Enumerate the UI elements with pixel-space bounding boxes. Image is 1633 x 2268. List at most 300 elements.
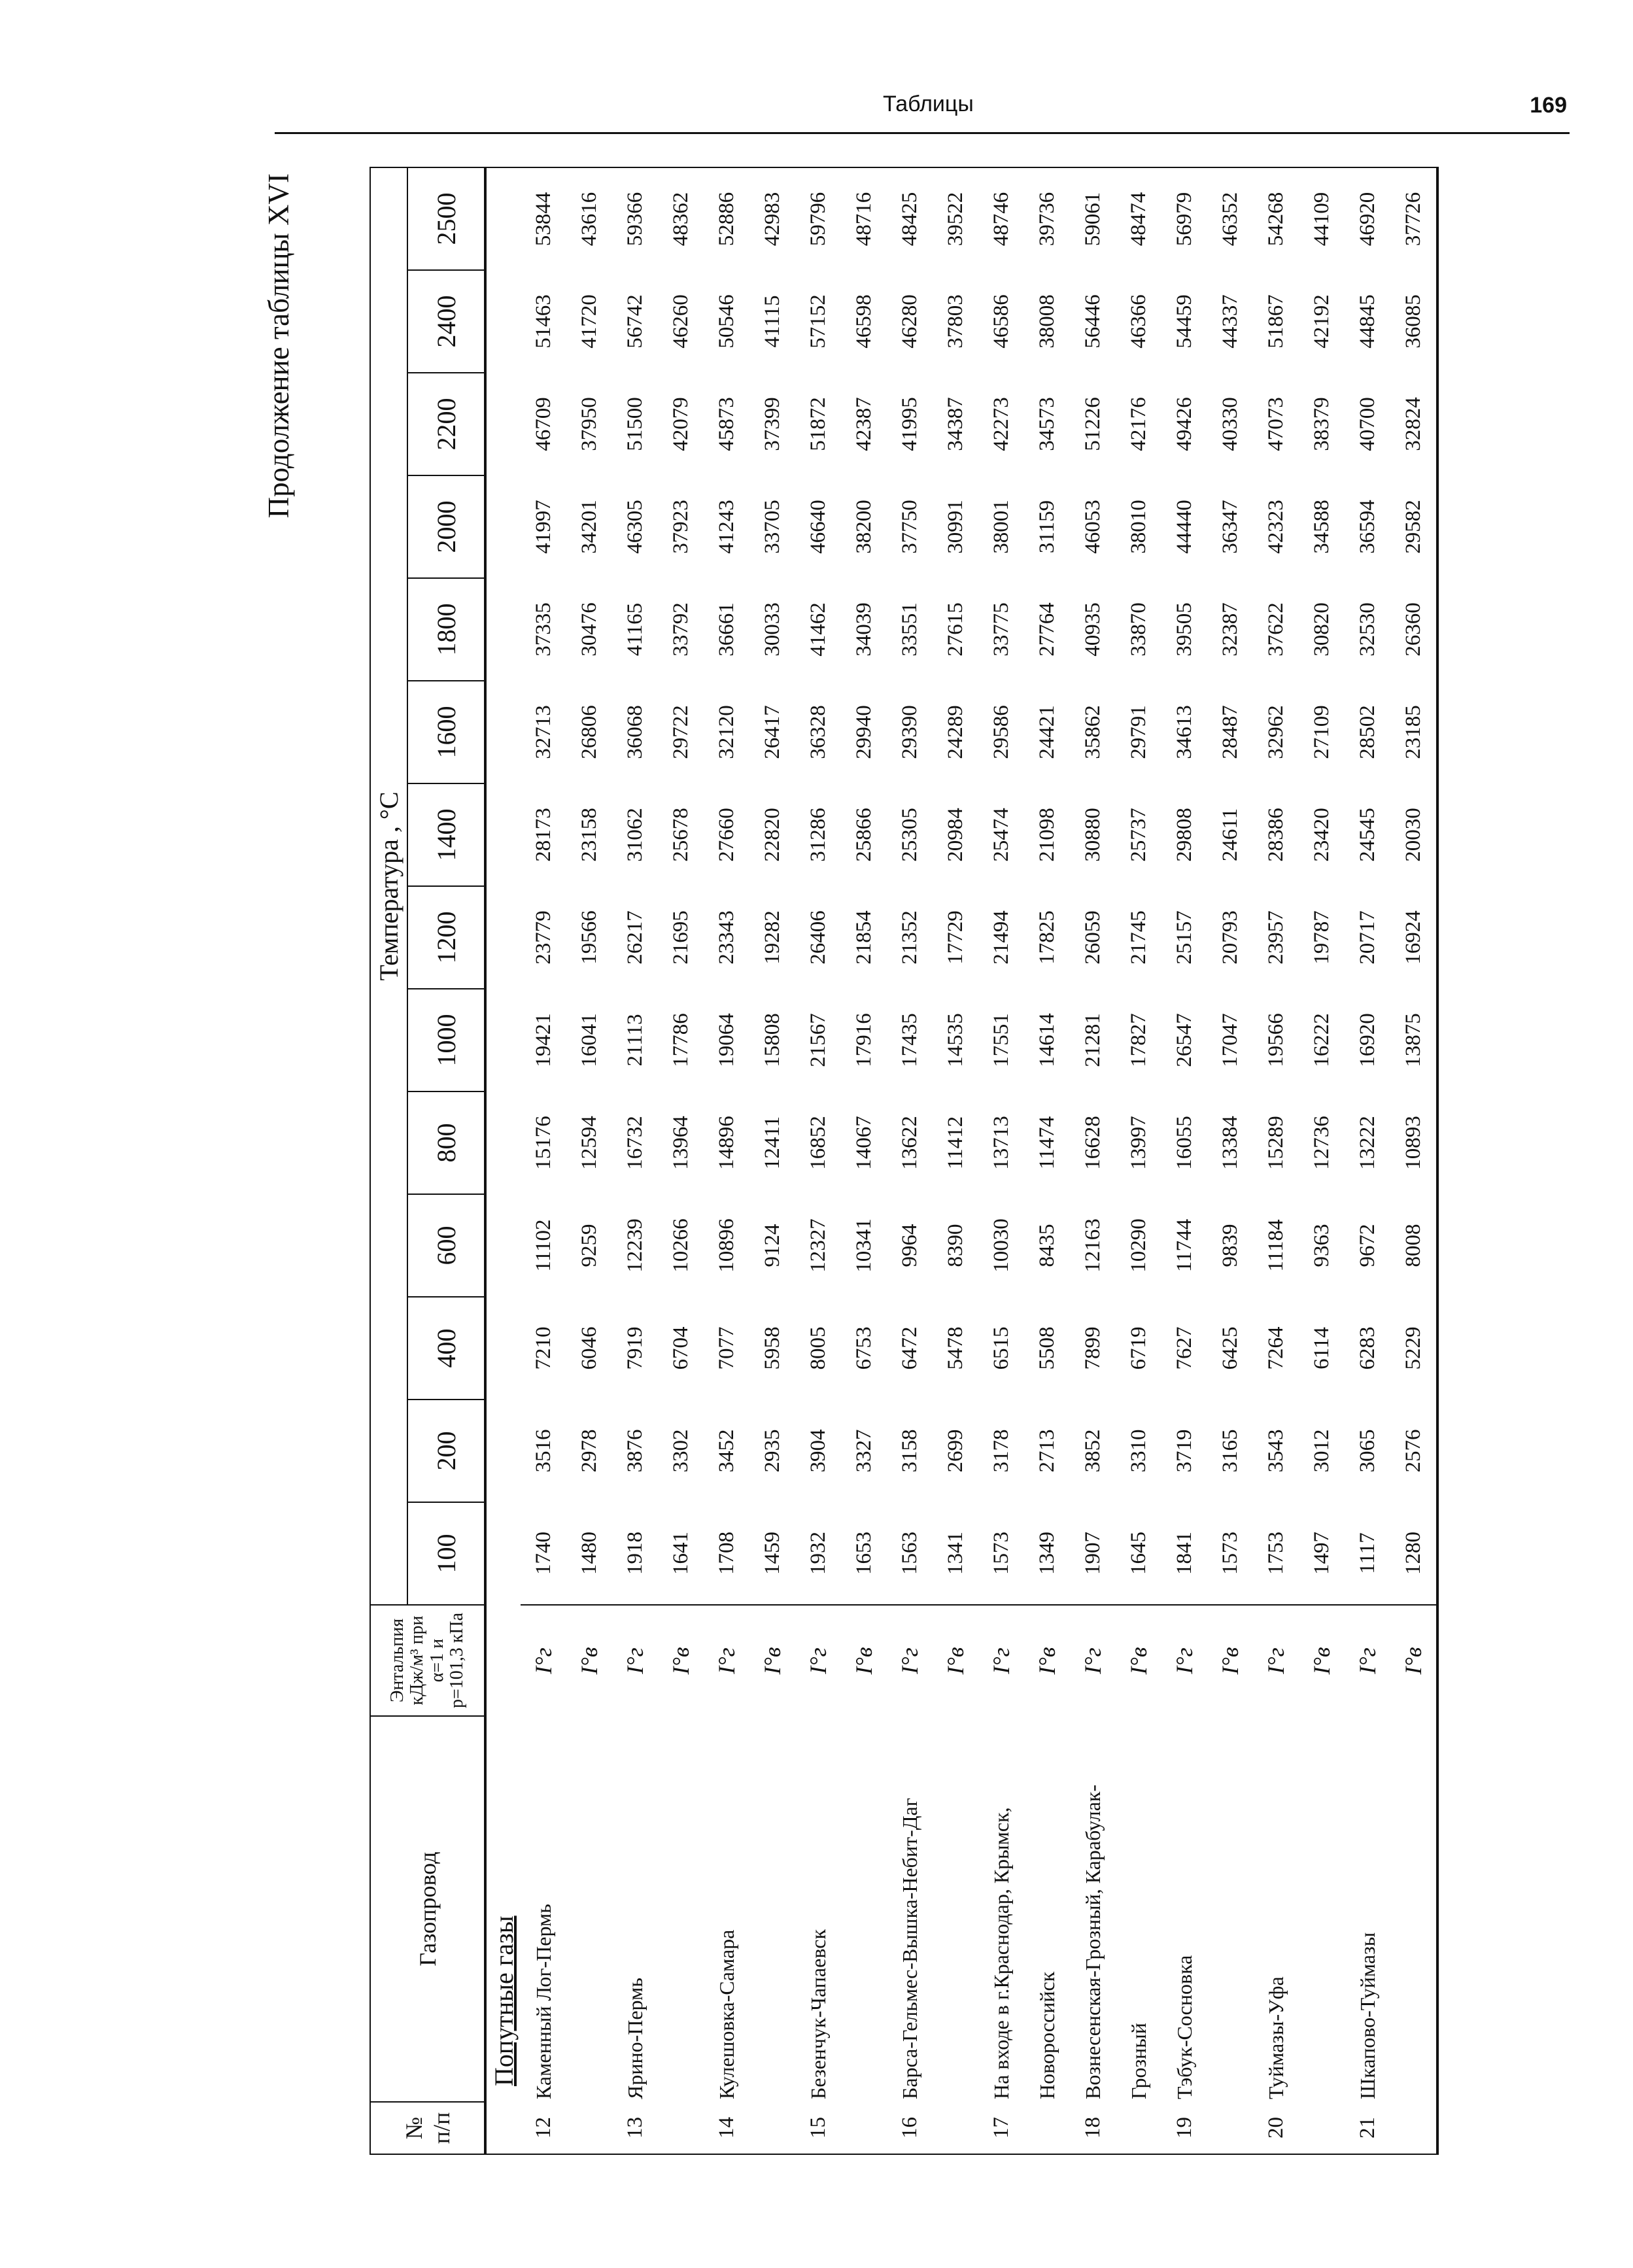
enthalpy-value: 56446 xyxy=(1080,294,1105,349)
row-number: 21 xyxy=(1345,2102,1390,2154)
enthalpy-value: 20793 xyxy=(1218,910,1242,965)
table-row xyxy=(933,167,978,2154)
enthalpy-value: 3302 xyxy=(668,1429,693,1473)
enthalpy-value: 3310 xyxy=(1126,1429,1150,1473)
enthalpy-value: 42323 xyxy=(1263,500,1288,554)
enthalpy-value: 46586 xyxy=(989,294,1013,349)
enthalpy-value: 28487 xyxy=(1218,705,1242,759)
table-row xyxy=(658,167,704,2154)
enthalpy-value: 24611 xyxy=(1218,808,1242,862)
enthalpy-value: 21098 xyxy=(1035,808,1059,862)
enthalpy-table xyxy=(370,167,1439,2155)
enthalpy-value: 37750 xyxy=(897,500,921,554)
enthalpy-value: 12594 xyxy=(577,1116,601,1170)
pipeline-name: Вознесенская-Грозный, Карабулак- xyxy=(1080,1784,1105,2099)
enthalpy-value: 42192 xyxy=(1309,294,1333,349)
enthalpy-value: 17047 xyxy=(1218,1013,1242,1067)
table-row xyxy=(1207,167,1253,2154)
enthalpy-value: 27615 xyxy=(943,602,967,657)
enthalpy-value: 17435 xyxy=(897,1013,921,1067)
enthalpy-value: 21567 xyxy=(806,1013,830,1067)
enthalpy-value: 49426 xyxy=(1172,397,1196,451)
enthalpy-value: 9259 xyxy=(577,1224,601,1267)
enthalpy-value: 29791 xyxy=(1126,705,1150,759)
enthalpy-value: 3327 xyxy=(851,1429,876,1473)
enthalpy-value: 24545 xyxy=(1355,808,1379,862)
enthalpy-symbol: I°в xyxy=(1024,1605,1070,1716)
pipeline-name: Шкапово-Туймазы xyxy=(1355,1932,1379,2099)
enthalpy-value: 51867 xyxy=(1263,294,1288,349)
enthalpy-value: 19787 xyxy=(1309,910,1333,965)
enthalpy-value: 29808 xyxy=(1172,808,1196,862)
enthalpy-value: 30033 xyxy=(760,602,784,657)
enthalpy-value: 33775 xyxy=(989,602,1013,657)
enthalpy-value: 8435 xyxy=(1035,1224,1059,1267)
enthalpy-value: 3452 xyxy=(714,1429,738,1473)
enthalpy-value: 46640 xyxy=(806,500,830,554)
enthalpy-value: 3516 xyxy=(531,1429,555,1473)
row-number xyxy=(1390,2102,1437,2154)
pipeline-name: Новороссийск xyxy=(1035,1971,1059,2099)
enthalpy-value: 25678 xyxy=(668,808,693,862)
enthalpy-value: 30880 xyxy=(1080,808,1105,862)
enthalpy-value: 26360 xyxy=(1390,578,1437,681)
enthalpy-value: 47073 xyxy=(1263,397,1288,451)
pipeline-name: Барса-Гельмес-Вышка-Небит-Даг xyxy=(897,1798,921,2099)
enthalpy-value: 42273 xyxy=(989,397,1013,451)
enthalpy-value: 16920 xyxy=(1355,1013,1379,1067)
enthalpy-value: 36068 xyxy=(623,705,647,759)
enthalpy-value: 19566 xyxy=(577,910,601,965)
enthalpy-symbol: I°в xyxy=(841,1605,887,1716)
enthalpy-value: 3158 xyxy=(897,1429,921,1473)
enthalpy-value: 48474 xyxy=(1116,167,1161,270)
page-number: 169 xyxy=(1530,93,1567,118)
col-enthalpy-header: Энтальпия кДж/м³ при α=1 и p=101,3 кПа xyxy=(370,1605,485,1716)
enthalpy-value: 34387 xyxy=(943,397,967,451)
row-number xyxy=(933,2102,978,2154)
enthalpy-value: 32824 xyxy=(1390,373,1437,475)
enthalpy-value: 10290 xyxy=(1126,1218,1150,1273)
enthalpy-value: 17827 xyxy=(1126,1013,1150,1067)
enthalpy-value: 17916 xyxy=(851,1013,876,1067)
row-number xyxy=(658,2102,704,2154)
enthalpy-value: 1641 xyxy=(668,1532,693,1575)
enthalpy-value: 56742 xyxy=(623,294,647,349)
enthalpy-symbol: I°г xyxy=(1345,1605,1390,1716)
enthalpy-symbol: I°г xyxy=(1070,1605,1116,1716)
row-number xyxy=(1207,2102,1253,2154)
temperature-header: 800 xyxy=(407,1091,485,1194)
enthalpy-value: 28502 xyxy=(1355,705,1379,759)
pipeline-name: Безенчук-Чапаевск xyxy=(806,1929,830,2099)
table-row xyxy=(1070,167,1116,2154)
enthalpy-value: 8008 xyxy=(1390,1194,1437,1297)
enthalpy-value: 16041 xyxy=(577,1013,601,1067)
enthalpy-value: 8390 xyxy=(943,1224,967,1267)
pipeline-name: Ярино-Пермь xyxy=(623,1978,647,2099)
enthalpy-value: 14896 xyxy=(714,1116,738,1170)
enthalpy-value: 59796 xyxy=(795,167,841,270)
pipeline-name xyxy=(566,1716,612,2102)
enthalpy-symbol: I°в xyxy=(1207,1605,1253,1716)
enthalpy-value: 33705 xyxy=(760,500,784,554)
enthalpy-value: 16055 xyxy=(1172,1116,1196,1170)
enthalpy-value: 5508 xyxy=(1035,1326,1059,1370)
table-body xyxy=(485,167,1437,2154)
enthalpy-value: 10893 xyxy=(1390,1091,1437,1194)
enthalpy-value: 5958 xyxy=(760,1326,784,1370)
table-row xyxy=(1345,167,1390,2154)
enthalpy-symbol: I°в xyxy=(566,1605,612,1716)
enthalpy-value: 25474 xyxy=(989,808,1013,862)
enthalpy-symbol: I°в xyxy=(1390,1605,1437,1716)
enthalpy-symbol: I°г xyxy=(795,1605,841,1716)
enthalpy-value: 52886 xyxy=(704,167,749,270)
enthalpy-value: 21281 xyxy=(1080,1013,1105,1067)
enthalpy-value: 15808 xyxy=(760,1013,784,1067)
enthalpy-value: 56979 xyxy=(1161,167,1207,270)
enthalpy-value: 16628 xyxy=(1080,1116,1105,1170)
enthalpy-value: 1573 xyxy=(989,1532,1013,1575)
table-row xyxy=(841,167,887,2154)
pipeline-name: Кулешовка-Самара xyxy=(714,1929,738,2099)
enthalpy-value: 6114 xyxy=(1309,1327,1333,1369)
enthalpy-value: 6425 xyxy=(1218,1326,1242,1370)
enthalpy-value: 1573 xyxy=(1218,1532,1242,1575)
enthalpy-value: 11184 xyxy=(1263,1219,1288,1272)
enthalpy-value: 20984 xyxy=(943,808,967,862)
enthalpy-value: 7210 xyxy=(531,1326,555,1370)
table-row xyxy=(749,167,795,2154)
enthalpy-value: 46280 xyxy=(897,294,921,349)
enthalpy-symbol: I°г xyxy=(887,1605,933,1716)
enthalpy-value: 16732 xyxy=(623,1116,647,1170)
enthalpy-value: 1459 xyxy=(760,1532,784,1575)
enthalpy-value: 36085 xyxy=(1390,270,1437,373)
enthalpy-value: 26217 xyxy=(623,910,647,965)
enthalpy-value: 34039 xyxy=(851,602,876,657)
pipeline-name: Грозный xyxy=(1126,2023,1150,2099)
enthalpy-value: 38001 xyxy=(989,500,1013,554)
enthalpy-value: 21113 xyxy=(623,1014,647,1067)
enthalpy-value: 40935 xyxy=(1080,602,1105,657)
enthalpy-value: 7899 xyxy=(1080,1326,1105,1370)
enthalpy-value: 13384 xyxy=(1218,1116,1242,1170)
enthalpy-value: 20717 xyxy=(1355,910,1379,965)
temperature-header: 2200 xyxy=(407,373,485,475)
enthalpy-value: 26547 xyxy=(1172,1013,1196,1067)
temperature-header: 1000 xyxy=(407,989,485,1091)
enthalpy-value: 37803 xyxy=(943,294,967,349)
pipeline-name xyxy=(1299,1716,1345,2102)
enthalpy-value: 3876 xyxy=(623,1429,647,1473)
enthalpy-value: 32530 xyxy=(1355,602,1379,657)
enthalpy-symbol: I°г xyxy=(978,1605,1024,1716)
enthalpy-value: 14067 xyxy=(851,1116,876,1170)
pipeline-name: Тэбук-Сосновка xyxy=(1172,1955,1196,2099)
table-header xyxy=(370,167,485,2154)
enthalpy-value: 51872 xyxy=(806,397,830,451)
row-number: 13 xyxy=(612,2102,658,2154)
enthalpy-value: 48716 xyxy=(841,167,887,270)
enthalpy-value: 17786 xyxy=(668,1013,693,1067)
enthalpy-value: 37950 xyxy=(577,397,601,451)
enthalpy-value: 41462 xyxy=(806,602,830,657)
row-number xyxy=(749,2102,795,2154)
enthalpy-value: 36594 xyxy=(1355,500,1379,554)
enthalpy-value: 19421 xyxy=(531,1013,555,1067)
enthalpy-value: 12327 xyxy=(806,1218,830,1273)
enthalpy-value: 30476 xyxy=(577,602,601,657)
temperature-header: 1800 xyxy=(407,578,485,681)
table-row xyxy=(1253,167,1299,2154)
enthalpy-value: 23343 xyxy=(714,910,738,965)
enthalpy-value: 46260 xyxy=(668,294,693,349)
enthalpy-value: 3904 xyxy=(806,1429,830,1473)
enthalpy-value: 17825 xyxy=(1035,910,1059,965)
enthalpy-value: 3852 xyxy=(1080,1429,1105,1473)
enthalpy-value: 6515 xyxy=(989,1326,1013,1370)
enthalpy-value: 29586 xyxy=(989,705,1013,759)
table-row xyxy=(1390,167,1437,2154)
row-number xyxy=(1299,2102,1345,2154)
enthalpy-value: 44109 xyxy=(1299,167,1345,270)
enthalpy-value: 59061 xyxy=(1070,167,1116,270)
enthalpy-value: 1653 xyxy=(851,1532,876,1575)
table-row xyxy=(887,167,933,2154)
enthalpy-value: 2699 xyxy=(943,1429,967,1473)
enthalpy-value: 17729 xyxy=(943,910,967,965)
enthalpy-value: 29390 xyxy=(897,705,921,759)
enthalpy-value: 10896 xyxy=(714,1218,738,1273)
table-row xyxy=(704,167,749,2154)
enthalpy-value: 16222 xyxy=(1309,1013,1333,1067)
enthalpy-value: 13222 xyxy=(1355,1116,1379,1170)
temperature-group-header: Температура , °C xyxy=(370,167,407,1605)
enthalpy-value: 37923 xyxy=(668,500,693,554)
table-row xyxy=(612,167,658,2154)
enthalpy-value: 46920 xyxy=(1345,167,1390,270)
row-number: 18 xyxy=(1070,2102,1116,2154)
enthalpy-value: 2935 xyxy=(760,1429,784,1473)
row-number xyxy=(1024,2102,1070,2154)
pipeline-name xyxy=(1390,1716,1437,2102)
enthalpy-value: 13622 xyxy=(897,1116,921,1170)
enthalpy-value: 38010 xyxy=(1126,500,1150,554)
running-title: Таблицы xyxy=(883,92,974,116)
enthalpy-value: 16852 xyxy=(806,1116,830,1170)
row-number: 14 xyxy=(704,2102,749,2154)
rotated-table-page xyxy=(262,167,1615,2155)
enthalpy-symbol: I°г xyxy=(521,1605,566,1716)
enthalpy-value: 41720 xyxy=(577,294,601,349)
row-number: 12 xyxy=(521,2102,566,2154)
temperature-header: 1400 xyxy=(407,783,485,886)
enthalpy-symbol: I°в xyxy=(749,1605,795,1716)
enthalpy-value: 14614 xyxy=(1035,1013,1059,1067)
enthalpy-value: 37726 xyxy=(1390,167,1437,270)
enthalpy-value: 26406 xyxy=(806,910,830,965)
enthalpy-value: 23158 xyxy=(577,808,601,862)
enthalpy-value: 1117 xyxy=(1355,1532,1379,1574)
enthalpy-value: 15289 xyxy=(1263,1116,1288,1170)
col-pipeline-header: Газопровод xyxy=(370,1716,485,2102)
row-number: 15 xyxy=(795,2102,841,2154)
enthalpy-value: 41165 xyxy=(623,602,647,657)
enthalpy-value: 13875 xyxy=(1390,989,1437,1091)
enthalpy-value: 23779 xyxy=(531,910,555,965)
enthalpy-value: 8005 xyxy=(806,1326,830,1370)
enthalpy-value: 38379 xyxy=(1309,397,1333,451)
enthalpy-value: 35862 xyxy=(1080,705,1105,759)
temperature-header: 2400 xyxy=(407,270,485,373)
enthalpy-value: 11744 xyxy=(1172,1218,1196,1273)
enthalpy-value: 10266 xyxy=(668,1218,693,1273)
enthalpy-value: 51226 xyxy=(1080,397,1105,451)
enthalpy-value: 6753 xyxy=(851,1326,876,1370)
enthalpy-value: 30991 xyxy=(943,500,967,554)
enthalpy-value: 50546 xyxy=(714,294,738,349)
enthalpy-value: 38008 xyxy=(1035,294,1059,349)
col-num-header: № п/п xyxy=(370,2102,485,2154)
temperature-header: 2500 xyxy=(407,167,485,270)
table-row xyxy=(1299,167,1345,2154)
table-row xyxy=(795,167,841,2154)
enthalpy-value: 22820 xyxy=(760,808,784,862)
enthalpy-value: 25737 xyxy=(1126,808,1150,862)
enthalpy-value: 9672 xyxy=(1355,1224,1379,1267)
enthalpy-value: 6283 xyxy=(1355,1326,1379,1370)
enthalpy-value: 24421 xyxy=(1035,705,1059,759)
enthalpy-value: 21695 xyxy=(668,910,693,965)
enthalpy-value: 31062 xyxy=(623,808,647,862)
table-row xyxy=(1161,167,1207,2154)
pipeline-name xyxy=(933,1716,978,2102)
enthalpy-value: 7077 xyxy=(714,1326,738,1370)
enthalpy-value: 11102 xyxy=(531,1219,555,1272)
enthalpy-value: 29940 xyxy=(851,705,876,759)
enthalpy-value: 42983 xyxy=(749,167,795,270)
enthalpy-symbol: I°в xyxy=(1116,1605,1161,1716)
enthalpy-value: 3012 xyxy=(1309,1429,1333,1473)
temperature-header: 200 xyxy=(407,1400,485,1502)
pipeline-name xyxy=(1207,1716,1253,2102)
temperature-header: 2000 xyxy=(407,475,485,578)
enthalpy-value: 32387 xyxy=(1218,602,1242,657)
enthalpy-value: 9964 xyxy=(897,1224,921,1267)
enthalpy-value: 10030 xyxy=(989,1218,1013,1273)
pipeline-name xyxy=(749,1716,795,2102)
enthalpy-value: 1918 xyxy=(623,1532,647,1575)
enthalpy-value: 41115 xyxy=(760,295,784,348)
enthalpy-value: 21352 xyxy=(897,910,921,965)
enthalpy-value: 32120 xyxy=(714,705,738,759)
enthalpy-value: 1740 xyxy=(531,1532,555,1575)
enthalpy-value: 43616 xyxy=(566,167,612,270)
row-number: 19 xyxy=(1161,2102,1207,2154)
enthalpy-value: 48362 xyxy=(658,167,704,270)
enthalpy-value: 59366 xyxy=(612,167,658,270)
enthalpy-value: 1841 xyxy=(1172,1532,1196,1575)
section-title: Попутные газы xyxy=(489,1916,519,2086)
enthalpy-value: 1563 xyxy=(897,1532,921,1575)
page-header xyxy=(275,85,1570,134)
enthalpy-value: 31159 xyxy=(1035,500,1059,554)
enthalpy-value: 34201 xyxy=(577,500,601,554)
enthalpy-value: 42079 xyxy=(668,397,693,451)
pipeline-name xyxy=(658,1716,704,2102)
enthalpy-value: 11474 xyxy=(1035,1116,1059,1170)
enthalpy-value: 39505 xyxy=(1172,602,1196,657)
temperature-header: 1200 xyxy=(407,886,485,989)
enthalpy-value: 34588 xyxy=(1309,500,1333,554)
enthalpy-value: 1497 xyxy=(1309,1532,1333,1575)
enthalpy-value: 23957 xyxy=(1263,910,1288,965)
enthalpy-value: 29582 xyxy=(1390,475,1437,578)
enthalpy-value: 37622 xyxy=(1263,602,1288,657)
enthalpy-symbol: I°в xyxy=(1299,1605,1345,1716)
enthalpy-value: 5229 xyxy=(1390,1297,1437,1400)
enthalpy-value: 7919 xyxy=(623,1326,647,1370)
enthalpy-value: 40330 xyxy=(1218,397,1242,451)
enthalpy-value: 16924 xyxy=(1390,886,1437,989)
table-row xyxy=(566,167,612,2154)
enthalpy-value: 21854 xyxy=(851,910,876,965)
enthalpy-value: 44845 xyxy=(1355,294,1379,349)
row-number: 16 xyxy=(887,2102,933,2154)
enthalpy-value: 34613 xyxy=(1172,705,1196,759)
enthalpy-value: 3065 xyxy=(1355,1429,1379,1473)
enthalpy-value: 12239 xyxy=(623,1218,647,1273)
enthalpy-value: 34573 xyxy=(1035,397,1059,451)
enthalpy-value: 6472 xyxy=(897,1326,921,1370)
enthalpy-value: 44337 xyxy=(1218,294,1242,349)
pipeline-name: Туймазы-Уфа xyxy=(1263,1976,1288,2099)
enthalpy-value: 41997 xyxy=(531,500,555,554)
enthalpy-value: 53844 xyxy=(521,167,566,270)
enthalpy-value: 23185 xyxy=(1390,681,1437,783)
table-row xyxy=(521,167,566,2154)
temperature-header: 400 xyxy=(407,1297,485,1400)
enthalpy-value: 3165 xyxy=(1218,1429,1242,1473)
enthalpy-value: 21494 xyxy=(989,910,1013,965)
enthalpy-value: 33792 xyxy=(668,602,693,657)
enthalpy-value: 36661 xyxy=(714,602,738,657)
enthalpy-value: 37335 xyxy=(531,602,555,657)
enthalpy-value: 54268 xyxy=(1253,167,1299,270)
enthalpy-value: 46598 xyxy=(851,294,876,349)
enthalpy-value: 7264 xyxy=(1263,1326,1288,1370)
enthalpy-symbol: I°в xyxy=(658,1605,704,1716)
enthalpy-value: 7627 xyxy=(1172,1326,1196,1370)
enthalpy-value: 46305 xyxy=(623,500,647,554)
enthalpy-value: 23420 xyxy=(1309,808,1333,862)
temperature-header: 1600 xyxy=(407,681,485,783)
enthalpy-value: 6719 xyxy=(1126,1326,1150,1370)
enthalpy-value: 6046 xyxy=(577,1326,601,1370)
section-row xyxy=(485,167,521,2154)
enthalpy-value: 19064 xyxy=(714,1013,738,1067)
enthalpy-value: 25866 xyxy=(851,808,876,862)
enthalpy-value: 11412 xyxy=(943,1116,967,1170)
enthalpy-value: 5478 xyxy=(943,1326,967,1370)
enthalpy-value: 42387 xyxy=(851,397,876,451)
table-row xyxy=(978,167,1024,2154)
enthalpy-symbol: I°г xyxy=(1161,1605,1207,1716)
enthalpy-value: 42176 xyxy=(1126,397,1150,451)
row-number: 20 xyxy=(1253,2102,1299,2154)
